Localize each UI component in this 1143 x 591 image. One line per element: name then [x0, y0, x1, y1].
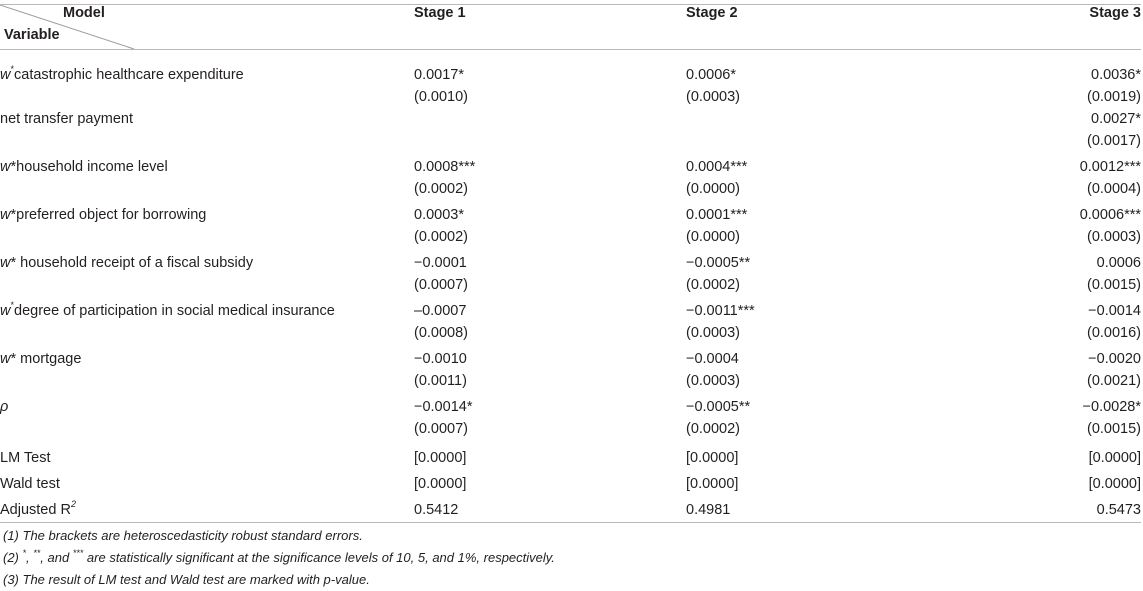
row-label: w*catastrophic healthcare expenditure: [0, 64, 244, 83]
test-value-cell: 0.5473: [951, 496, 1141, 522]
coefficient-cell: 0.0027* (0.0017): [1086, 111, 1141, 149]
row-label: LM Test: [0, 450, 51, 466]
coefficient-cell: −0.0004 (0.0003): [686, 351, 741, 389]
test-value-cell: [0.0000]: [414, 476, 467, 492]
table-row: [0, 252, 1141, 300]
stage-2-header: Stage 2: [686, 5, 951, 50]
coefficient-cell: −0.0014* (0.0007): [414, 399, 473, 437]
row-label: w*degree of participation in social medical insurance: [0, 300, 335, 319]
row-label: ρ: [0, 399, 9, 415]
table-footnotes: [3, 525, 555, 591]
test-value-cell: 0.4981: [686, 496, 951, 522]
table-row: [0, 496, 1141, 522]
diagonal-header-cell: [0, 5, 414, 50]
row-label: w* household receipt of a fiscal subsidy: [0, 255, 254, 271]
footnote-3: (3) The result of LM test and Wald test are marked with p-value.: [3, 572, 370, 587]
coefficient-cell: 0.0017* (0.0010): [414, 67, 469, 105]
table-row: [0, 470, 1141, 496]
coefficient-cell: 0.0003* (0.0002): [414, 207, 469, 245]
test-value-cell: 0.5412: [414, 496, 686, 522]
coefficient-cell: −0.0010 (0.0011): [414, 351, 467, 389]
coefficient-cell: [414, 108, 686, 156]
table-row: [0, 444, 1141, 470]
coefficient-cell: 0.0012*** (0.0004): [1079, 159, 1141, 197]
coefficient-cell: −0.0020 (0.0021): [1086, 351, 1141, 389]
row-label: w*household income level: [0, 159, 168, 175]
variable-header-label: Variable: [4, 27, 60, 43]
test-value-cell: [0.0000]: [414, 450, 467, 466]
stage-1-header: Stage 1: [414, 5, 686, 50]
results-table: [0, 4, 1141, 523]
coefficient-cell: [686, 108, 951, 156]
footnote-1: (1) The brackets are heteroscedasticity robust standard errors.: [3, 528, 363, 543]
footnote-2: (2) *, **, and *** are statistically significant at the significance levels of 10, 5, and 1%, respectively.: [3, 547, 555, 565]
table-row: [0, 348, 1141, 396]
row-label: net transfer payment: [0, 111, 133, 127]
table-row: [0, 204, 1141, 252]
coefficient-cell: 0.0006*** (0.0003): [1079, 207, 1141, 245]
coefficient-cell: −0.0014 (0.0016): [1086, 303, 1141, 341]
coefficient-cell: 0.0036* (0.0019): [1086, 67, 1141, 105]
stage-3-header: Stage 3: [951, 5, 1141, 50]
row-label: w*preferred object for borrowing: [0, 207, 207, 223]
coefficient-cell: −0.0001 (0.0007): [414, 255, 469, 293]
table-row: [0, 50, 1141, 109]
coefficient-cell: 0.0006 (0.0015): [1086, 255, 1141, 293]
table-header-row: [0, 5, 1141, 50]
row-label: Wald test: [0, 476, 60, 492]
test-value-cell: [0.0000]: [1088, 476, 1141, 492]
coefficient-cell: −0.0011*** (0.0003): [686, 303, 755, 341]
row-label: w* mortgage: [0, 351, 82, 367]
coefficient-cell: −0.0005** (0.0002): [686, 255, 751, 293]
coefficient-cell: –0.0007 (0.0008): [414, 303, 469, 341]
table-row: [0, 156, 1141, 204]
coefficient-cell: 0.0006* (0.0003): [686, 67, 741, 105]
table-row: [0, 300, 1141, 348]
model-header-label: Model: [63, 5, 105, 21]
coefficient-cell: −0.0005** (0.0002): [686, 399, 751, 437]
row-label: Adjusted $R^2$: [0, 496, 414, 522]
test-value-cell: [0.0000]: [1088, 450, 1141, 466]
coefficient-cell: 0.0004*** (0.0000): [686, 159, 748, 197]
coefficient-cell: 0.0001*** (0.0000): [686, 207, 748, 245]
test-value-cell: [0.0000]: [686, 450, 739, 466]
coefficient-cell: 0.0008*** (0.0002): [414, 159, 476, 197]
table-row: [0, 396, 1141, 444]
table-row: [0, 108, 1141, 156]
coefficient-cell: −0.0028* (0.0015): [1082, 399, 1141, 437]
test-value-cell: [0.0000]: [686, 476, 739, 492]
